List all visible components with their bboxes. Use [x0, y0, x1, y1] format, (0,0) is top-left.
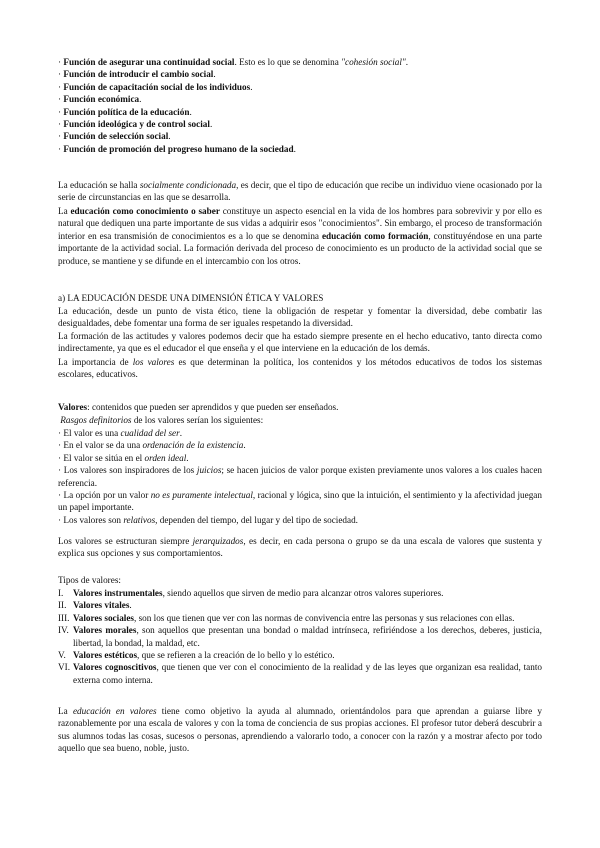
tipo-item: VI. Valores cognoscitivos, que tienen que ver con el conocimiento de la realidad y de las leyes que organizan esa realidad, tanto externa como interna.: [58, 662, 542, 685]
function-item: · Función ideológica y de control social.: [58, 119, 213, 130]
function-item: · Función de capacitación social de los individuos.: [58, 81, 253, 92]
rasgos-intro: Rasgos definitorios de los valores serían los siguientes:: [60, 415, 264, 425]
paragraph-actitudes: La formación de las actitudes y valores podemos decir que ha estado siempre presente en el hecho educativo, tanto directa como indirectamente, ya que es el educador el que enseña y el que interviene en la educación de los demás.: [58, 331, 542, 354]
rasgo-item: · En el valor se da una ordenación de la existencia.: [58, 440, 246, 451]
paragraph-educacion-valores: La educación en valores tiene como objetivo la ayuda al alumnado, orientándolos para que aprendan a guiarse libre y razonablemente por una escala de valores y con la toma de conciencia de sus propias acciones. El profesor tutor deberá descubrir a sus alumnos todas las cosas, sucesos o personas, aprendiendo a valorarlo todo, a conocer con la razón y a mostrar afecto por todo aquello que sea bueno, noble, justo.: [58, 706, 542, 754]
paragraph-importancia: La importancia de los valores es que determinan la política, los contenidos y los métodos educativos de todos los sistemas escolares, educativos.: [58, 357, 542, 380]
tipo-item: I. Valores instrumentales, siendo aquellos que sirven de medio para alcanzar otros valores superiores.: [58, 588, 444, 598]
paragraph-jerarquizados: Los valores se estructuran siempre jerarquizados, es decir, en cada persona o grupo se da una escala de valores que sustenta y explica sus opciones y sus comportamientos.: [58, 536, 542, 559]
function-item: · Función de introducir el cambio social.: [58, 69, 216, 80]
tipos-list: [58, 587, 542, 686]
tipo-item: III. Valores sociales, son los que tienen que ver con las normas de convivencia entre las personas y sus relaciones con ellas.: [58, 612, 515, 623]
tipo-item: V. Valores estéticos, que se refieren a la creación de lo bello y lo estético.: [58, 650, 335, 661]
valores-definition: Valores: contenidos que pueden ser aprendidos y que pueden ser enseñados.: [58, 402, 339, 412]
paragraph-conocimiento: La educación como conocimiento o saber constituye un aspecto esencial en la vida de los hombres para sobrevivir y por ello es natural que dediquen una parte importante de sus vidas a adquirir esos "conocimientos". Sin embargo, el proceso de transformación interior en esa transmisión de conocimientos es a lo que se denomina educación como formación, constituyéndose en una parte importante de la actividad social. La formación derivada del proceso de conocimiento es un producto de la actividad social que se produce, se mantiene y se difunde en el intercambio con los otros.: [58, 206, 542, 266]
tipo-item: IV. Valores morales, son aquellos que presentan una bondad o maldad intrínseca, refiriéndose a los derechos, deberes, justicia, libertad, la bondad, la maldad, etc.: [58, 625, 542, 648]
paragraph-condicionada: La educación se halla socialmente condicionada, es decir, que el tipo de educación que recibe un individuo viene ocasionado por la serie de circunstancias en las que se desarrolla.: [58, 180, 542, 203]
rasgos-list: [58, 427, 542, 526]
rasgo-item: · El valor es una cualidad del ser.: [58, 428, 183, 438]
rasgo-item: · Los valores son relativos, dependen del tiempo, del lugar y del tipo de sociedad.: [58, 514, 358, 525]
function-item: · Función de promoción del progreso humano de la sociedad.: [58, 143, 296, 154]
rasgo-item: · Los valores son inspiradores de los juicios; se hacen juicios de valor porque existen previamente unos valores a los cuales hacen referencia.: [58, 465, 543, 488]
rasgo-item: · La opción por un valor no es puramente intelectual, racional y lógica, sino que la intuición, el sentimiento y la afectividad juegan un papel importante.: [58, 490, 542, 513]
functions-list: [58, 56, 542, 155]
function-item: · Función política de la educación.: [58, 106, 192, 117]
tipos-title: Tipos de valores:: [58, 575, 121, 585]
function-item: · Función de selección social.: [58, 131, 171, 142]
section-heading: a) LA EDUCACIÓN DESDE UNA DIMENSIÓN ÉTICA Y VALORES: [58, 293, 324, 303]
tipo-item: II. Valores vitales.: [58, 600, 132, 611]
rasgo-item: · El valor se sitúa en el orden ideal.: [58, 452, 189, 463]
paragraph-etica: La educación, desde un punto de vista ético, tiene la obligación de respetar y fomentar la diversidad, debe combatir las desigualdades, debe fomentar una forma de ser iguales respetando la diversidad.: [58, 306, 542, 329]
function-item: · Función económica.: [58, 94, 142, 105]
function-item: · Función de asegurar una continuidad social. Esto es lo que se denomina "cohesión social".: [58, 57, 409, 67]
